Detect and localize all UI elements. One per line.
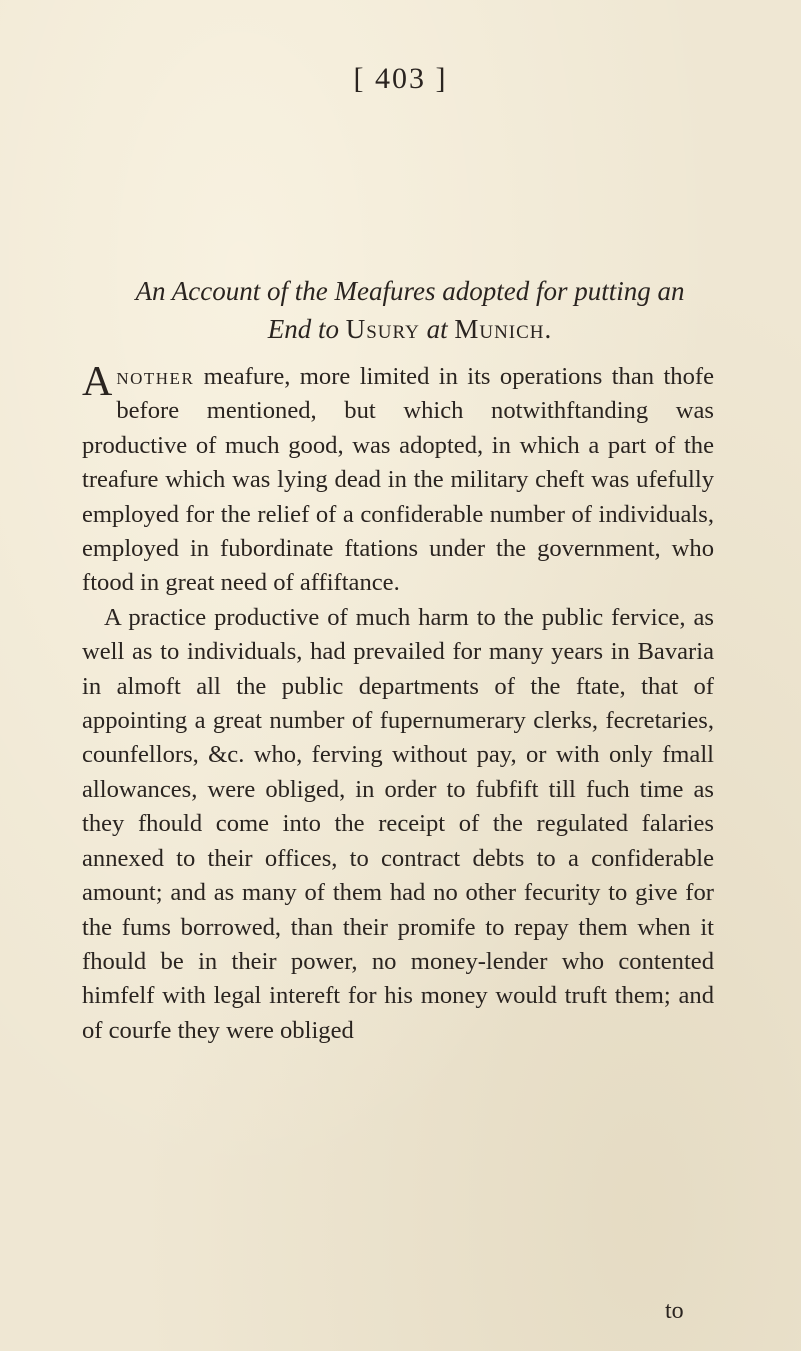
title-munich: Munich. <box>454 314 553 344</box>
paragraph-1-text: meafure, more limited in its operations than thofe before mentioned, but which notwithftanding was productive of much good, was adopted, in which a part of the treafure which was lying dead in the military cheft was ufefully employed for the relief of a confiderable number of individuals, employed in fubordinate ftations under the government, who ftood in great need of affiftance. <box>82 363 714 597</box>
title-at: at <box>419 314 455 344</box>
title-usury: Usury <box>345 314 420 344</box>
section-title <box>60 272 760 348</box>
catchword: to <box>665 1298 684 1324</box>
section-title-line-1: An Account of the Meafures adopted for putting an <box>135 276 685 306</box>
paragraph-lead: nother <box>116 363 195 390</box>
paragraph-1 <box>82 360 714 601</box>
drop-cap: A <box>82 359 113 405</box>
section-title-line-2 <box>60 310 760 348</box>
body-text <box>82 360 714 1048</box>
paragraph-2: A practice productive of much harm to the public fervice, as well as to individuals, had prevailed for many years in Bavaria in almoft all the public departments of the ftate, that of appointing a great number of fupernumerary clerks, fecretaries, counfellors, &c. who, ferving without pay, or with only fmall allowances, were obliged, in order to fubfift till fuch time as they fhould come into the receipt of the regulated falaries annexed to their offices, to contract debts to a confiderable amount; and as many of them had no other fecurity to give for the fums borrowed, than their promife to repay them when it fhould be in their power, no money-lender who contented himfelf with legal intereft for his money would truft them; and of courfe they were obliged <box>82 603 714 1044</box>
page-number: [ 403 ] <box>353 62 448 95</box>
title-end-to: End to <box>267 314 346 344</box>
